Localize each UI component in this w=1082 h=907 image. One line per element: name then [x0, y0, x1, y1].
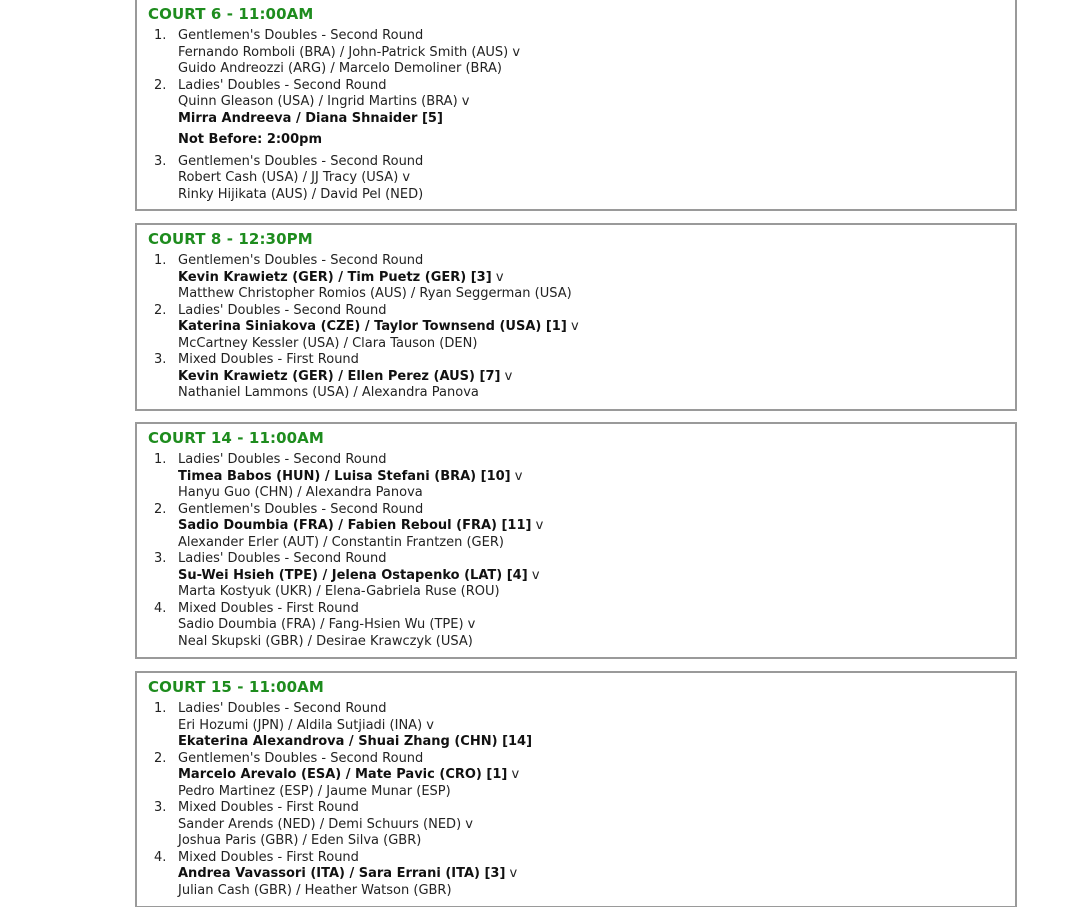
versus-label: v [535, 518, 544, 533]
team-one [178, 93, 469, 110]
team-one-players: Kevin Krawietz (GER) / Ellen Perez (AUS) [7] [178, 368, 501, 384]
team-one [178, 616, 475, 633]
team-one [178, 169, 410, 186]
team-one-players: Marcelo Arevalo (ESA) / Mate Pavic (CRO) [1] [178, 767, 508, 782]
court-box [135, 0, 1017, 211]
versus-label: v [467, 617, 476, 632]
versus-label: v [461, 94, 470, 109]
team-one [178, 816, 473, 833]
match-event: Gentlemen's Doubles - Second Round [178, 750, 424, 766]
court-title: COURT 6 - 11:00AM [148, 5, 314, 23]
team-two-players: Guido Andreozzi (ARG) / Marcelo Demoliner (BRA) [178, 61, 502, 76]
court-title: COURT 14 - 11:00AM [148, 429, 324, 447]
versus-label: v [509, 866, 518, 881]
team-one [178, 44, 520, 61]
team-one-players: Robert Cash (USA) / JJ Tracy (USA) [178, 170, 399, 185]
match-number: 1. [154, 701, 167, 716]
match-number: 2. [154, 501, 167, 517]
team-one-players: Sadio Doumbia (FRA) / Fang-Hsien Wu (TPE) [178, 617, 464, 632]
team-two-players: Nathaniel Lammons (USA) / Alexandra Panova [178, 385, 479, 400]
match-event: Gentlemen's Doubles - Second Round [178, 153, 424, 169]
match-number: 3. [154, 153, 167, 169]
not-before-note: Not Before: 2:00pm [178, 132, 323, 147]
match-event: Mixed Doubles - First Round [178, 600, 359, 616]
match-number: 2. [154, 302, 167, 318]
team-one [178, 865, 517, 882]
team-one [178, 318, 579, 335]
team-two-players: Joshua Paris (GBR) / Eden Silva (GBR) [178, 833, 422, 848]
team-two-players: Julian Cash (GBR) / Heather Watson (GBR) [178, 882, 452, 898]
match-number: 1. [154, 452, 167, 467]
team-one-players: Katerina Siniakova (CZE) / Taylor Townsend (USA) [1] [178, 319, 567, 334]
team-one [178, 468, 522, 485]
match-number: 1. [154, 28, 167, 43]
team-one-players: Sadio Doumbia (FRA) / Fabien Reboul (FRA) [11] [178, 518, 532, 533]
match-number: 4. [154, 849, 167, 865]
match-event: Mixed Doubles - First Round [178, 352, 359, 367]
match-number: 2. [154, 77, 167, 93]
versus-label: v [514, 468, 523, 484]
team-one-players: Eri Hozumi (JPN) / Aldila Sutjiadi (INA) [178, 717, 423, 733]
versus-label: v [465, 816, 473, 832]
court-title: COURT 15 - 11:00AM [148, 678, 324, 696]
team-two-players: Rinky Hijikata (AUS) / David Pel (NED) [178, 186, 424, 202]
team-one [178, 766, 519, 783]
versus-label: v [570, 319, 579, 334]
match-event: Ladies' Doubles - Second Round [178, 302, 387, 318]
team-one-players: Su-Wei Hsieh (TPE) / Jelena Ostapenko (LAT) [4] [178, 567, 528, 583]
team-one [178, 717, 434, 734]
team-one-players: Andrea Vavassori (ITA) / Sara Errani (ITA) [3] [178, 866, 506, 881]
team-two-players: Mirra Andreeva / Diana Shnaider [5] [178, 110, 443, 126]
versus-label: v [402, 170, 411, 185]
court-box [135, 422, 1017, 659]
team-two-players: Marta Kostyuk (UKR) / Elena-Gabriela Ruse (ROU) [178, 584, 500, 599]
versus-label: v [426, 717, 434, 733]
team-one-players: Quinn Gleason (USA) / Ingrid Martins (BRA) [178, 94, 458, 109]
team-one [178, 269, 504, 286]
team-two-players: Matthew Christopher Romios (AUS) / Ryan Seggerman (USA) [178, 286, 572, 301]
match-event: Mixed Doubles - First Round [178, 800, 359, 815]
versus-label: v [511, 767, 520, 782]
team-two-players: Neal Skupski (GBR) / Desirae Krawczyk (USA) [178, 633, 473, 649]
match-number: 4. [154, 600, 167, 616]
match-event: Ladies' Doubles - Second Round [178, 452, 387, 467]
match-number: 3. [154, 352, 167, 367]
match-number: 2. [154, 750, 167, 766]
versus-label: v [504, 368, 513, 384]
court-box [135, 671, 1017, 907]
court-title: COURT 8 - 12:30PM [148, 230, 313, 248]
match-event: Ladies' Doubles - Second Round [178, 551, 387, 566]
versus-label: v [531, 567, 540, 583]
team-one-players: Kevin Krawietz (GER) / Tim Puetz (GER) [3] [178, 269, 492, 285]
team-two-players: Hanyu Guo (CHN) / Alexandra Panova [178, 485, 423, 500]
team-two-players: McCartney Kessler (USA) / Clara Tauson (DEN) [178, 335, 478, 351]
team-one-players: Fernando Romboli (BRA) / John-Patrick Smith (AUS) [178, 44, 509, 60]
match-event: Mixed Doubles - First Round [178, 849, 359, 865]
match-number: 1. [154, 253, 167, 268]
match-event: Ladies' Doubles - Second Round [178, 701, 387, 716]
match-event: Gentlemen's Doubles - Second Round [178, 253, 424, 268]
match-event: Gentlemen's Doubles - Second Round [178, 501, 424, 517]
team-one [178, 567, 540, 584]
match-event: Ladies' Doubles - Second Round [178, 77, 387, 93]
team-one-players: Timea Babos (HUN) / Luisa Stefani (BRA) [10] [178, 468, 511, 484]
versus-label: v [512, 44, 521, 60]
match-event: Gentlemen's Doubles - Second Round [178, 28, 424, 43]
team-two-players: Alexander Erler (AUT) / Constantin Frantzen (GER) [178, 534, 504, 550]
court-box [135, 223, 1017, 411]
team-two-players: Ekaterina Alexandrova / Shuai Zhang (CHN) [14] [178, 734, 533, 749]
team-two-players: Pedro Martinez (ESP) / Jaume Munar (ESP) [178, 783, 451, 799]
match-number: 3. [154, 551, 167, 566]
versus-label: v [495, 269, 504, 285]
team-one [178, 368, 512, 385]
match-number: 3. [154, 800, 167, 815]
team-one-players: Sander Arends (NED) / Demi Schuurs (NED) [178, 816, 462, 832]
team-one [178, 517, 543, 534]
